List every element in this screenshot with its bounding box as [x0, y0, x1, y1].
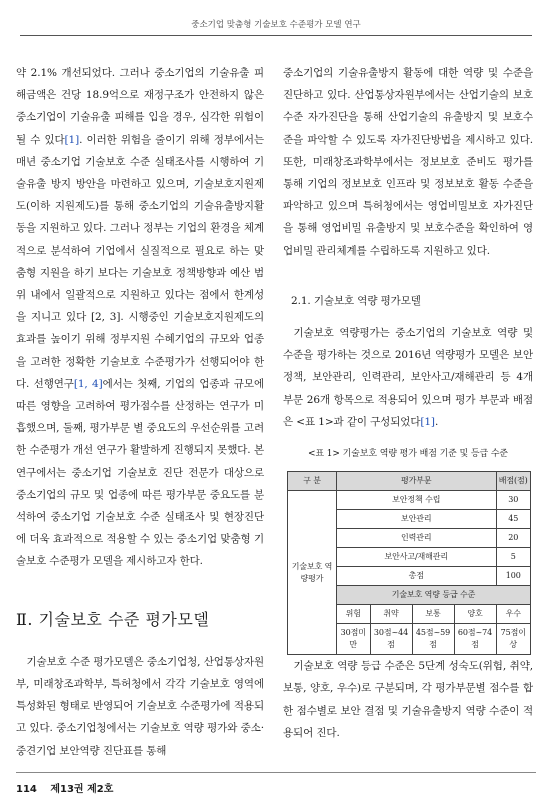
grade-level-cell: 취약 [370, 605, 412, 624]
table-header-row [288, 472, 531, 491]
grade-range-cell: 30점~44점 [370, 624, 412, 655]
table-header-cell: 구 분 [288, 472, 337, 491]
table-row [288, 491, 531, 510]
subsection-title: 2.1. 기술보호 역량 평가모델 [291, 294, 421, 307]
grade-range-cell: 60점~74점 [454, 624, 496, 655]
left-column [16, 62, 264, 762]
grade-range-cell: 45점~59점 [412, 624, 454, 655]
left-para1-text-b: . 이러한 위험을 줄이기 위해 정부에서는 매년 중소기업 기술보호 수준 실태조사를 시행하여 기술유출 방지 방안을 마련하고 있으며, 기술보호지원제도(이하 지원제도)를 통해 중소기업의 기술유출방지활동을 지원하고 있다. 그러나 정부는 기업의 환경을 체계적으로 분석하여 기업에서 실질적으로 필요로 하는 맞춤형 지원을 하기 보다는 기술보호 정책방향과 예산 범위 내에서 일괄적으로 지원하고 있다는 점에서 한계성을 지니고 있다 [2, 3]. 시행중인 기술보호지원제도의 효과를 높이기 위해 정부지원 수혜기업의 규모와 업종을 고려한 정확한 기술보호 수준평가가 선행되어야 한다. 선행연구 [16, 133, 264, 390]
citation-link[interactable]: [1] [64, 133, 80, 146]
right-para2-end: . [434, 415, 439, 428]
table-header-cell: 배점(점) [496, 472, 531, 491]
citation-link[interactable]: [1, 4] [73, 377, 103, 390]
table-cell: 인력관리 [337, 529, 497, 548]
table-cell: 보안사고/재해관리 [337, 548, 497, 567]
grade-range-cell: 75점이상 [496, 624, 531, 655]
left-para1-text-c: 에서는 첫째, 기업의 업종과 규모에 따른 영향을 고려하여 평가점수를 산정하는 연구가 미흡했으며, 둘째, 평가부문 별 중요도의 우선순위를 고려한 수준평가 개선 연구가 활발하게 진행되지 못했다. 본 연구에서는 중소기업 기술보호 진단 전문가 대상으로 중소기업의 규모 및 업종에 따른 평가부문 중요도를 분석하여 중소기업 기술보호 수준 실태조사 및 현장진단에 더욱 효과적으로 적용할 수 있는 중소기업 맞춤형 기술보호 수준평가 모델을 제시하고자 한다. [16, 377, 264, 568]
left-para1-text-a: 약 2.1% 개선되었다. 그러나 중소기업의 기술유출 피해금액은 건당 18.9억으로 재정구조가 안전하지 않은 중소기업이 기술유출 피해를 입을 경우, 심각한 위험이 될 수 있다 [16, 67, 264, 146]
left-paragraph-2: 기술보호 수준 평가모델은 중소기업청, 산업통상자원부, 미래창조과학부, 특허청에서 각각 기술보호 영역에 특성화된 형태로 반영되어 기술보호 수준평가에 적용되고 있다. 중소기업청에서는 기술보호 역량 평가와 중소·중견기업 보안역량 진단표를 통해 [16, 655, 264, 757]
grade-level-cell: 보통 [412, 605, 454, 624]
grade-level-cell: 위험 [337, 605, 371, 624]
header-rule [20, 35, 532, 36]
table-cell: 20 [496, 529, 531, 548]
evaluation-table [287, 471, 531, 655]
table-cell: 100 [496, 567, 531, 586]
grade-header: 기술보호 역량 등급 수준 [337, 586, 531, 605]
section-title: Ⅱ. 기술보호 수준 평가모델 [16, 609, 210, 629]
table-cell: 5 [496, 548, 531, 567]
page-footer [16, 780, 113, 795]
table-cell: 30 [496, 491, 531, 510]
grade-level-cell: 양호 [454, 605, 496, 624]
table-cell: 총점 [337, 567, 497, 586]
footer-rule [16, 772, 536, 773]
running-header: 중소기업 맞춤형 기술보호 수준평가 모델 연구 [191, 20, 361, 30]
table-cell: 45 [496, 510, 531, 529]
right-paragraph-1: 중소기업의 기술유출방지 활동에 대한 역량 및 수준을 진단하고 있다. 산업통상자원부에서는 산업기술의 보호수준 자가진단을 통해 산업기술의 유출방지 및 보호수준을 파악할 수 있도록 자가진단방법을 제시하고 있다. 또한, 미래창조과학부에서는 정보보호 준비도 평가를 통해 기업의 정보보호 인프라 및 정보보호 활동 수준을 파악하고 있으며 특허청에서는 영업비밀보호 자가진단을 통해 영업비밀 유출방지 및 보호수준을 확인하여 영업비밀 관리체계를 수립하도록 지원하고 있다. [283, 67, 533, 257]
table-cell: 보안관리 [337, 510, 497, 529]
grade-level-cell: 우수 [496, 605, 531, 624]
left-paragraph-1 [16, 62, 264, 573]
row-group-label: 기술보호 역량평가 [288, 491, 337, 655]
right-paragraph-3: 기술보호 역량 등급 수준은 5단계 성숙도(위험, 취약, 보통, 양호, 우수)로 구분되며, 각 평가부문별 점수를 합한 점수별로 보안 결점 및 기술유출방지 역량 수준이 적용되어 진다. [283, 660, 533, 739]
grade-range-cell: 30점미만 [337, 624, 371, 655]
volume-label: 제13권 제2호 [50, 784, 114, 795]
citation-link[interactable]: [1] [420, 415, 435, 428]
right-column [283, 62, 533, 744]
table-caption: <표 1> 기술보호 역량 평가 배점 기준 및 등급 수준 [307, 449, 509, 460]
right-para2-text: 기술보호 역량평가는 중소기업의 기술보호 역량 및 수준을 평가하는 것으로 2016년 역량평가 모델은 보안정책, 보안관리, 인력관리, 보안사고/재해관리 등 4개 부문 26개 항목으로 적용되어 있으며 평가 부문과 배점은 <표 1>과 같이 구성되었다 [283, 327, 533, 428]
table-cell: 보안정책 수립 [337, 491, 497, 510]
page-number: 114 [16, 784, 37, 795]
right-paragraph-2 [283, 322, 533, 433]
table-header-cell: 평가부문 [337, 472, 497, 491]
